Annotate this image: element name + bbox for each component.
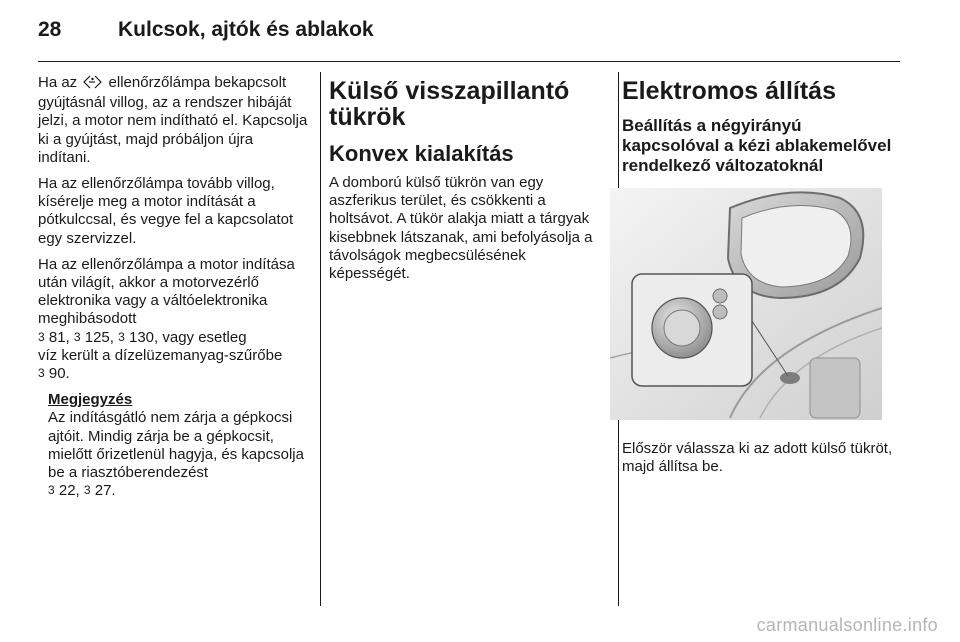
column-2: [329, 74, 594, 291]
text-tail: víz került a dízelüzemanyag-szűrőbe: [38, 346, 283, 364]
reference-arrow-icon: 3: [73, 329, 81, 344]
reference-link[interactable]: 125,: [84, 328, 114, 346]
paragraph-engine-electronics: [38, 256, 308, 383]
page-number: 28: [38, 18, 62, 41]
section-title-electric: Elektromos állítás: [622, 77, 836, 105]
reference-link[interactable]: 27.: [94, 482, 116, 500]
reference-link[interactable]: 22,: [58, 482, 80, 500]
column-1: [38, 74, 308, 500]
chapter-title: Kulcsok, ajtók és ablakok: [118, 18, 374, 41]
footer-watermark: carmanualsonline.info: [756, 615, 938, 635]
text-end: ellenőrzőlámpa bekapcsolt gyújtásnál villog, az a rendszer hibáját jelzi, a motor nem indítható el. Kapcsolja ki a gyújtást, majd próbáljon újra indítani.: [38, 74, 308, 166]
reference-link[interactable]: 130, vagy esetleg: [128, 328, 247, 346]
reference-arrow-icon: 3: [38, 366, 45, 381]
paragraph-spare-key: Ha az ellenőrzőlámpa tovább villog, kísérelje meg a motor indítását a pótkulccsal, és vegye fel a kapcsolatot egy szervizzel.: [38, 175, 294, 247]
mirror-switch-illustration: [610, 188, 882, 420]
subsection-title-convex: Konvex kialakítás: [329, 141, 514, 166]
header-rule: [38, 61, 900, 62]
reference-arrow-icon: 3: [118, 329, 125, 344]
column-divider-1: [320, 72, 321, 606]
note-box: [48, 391, 308, 500]
reference-arrow-icon: 3: [38, 329, 45, 344]
reference-arrow-icon: 3: [48, 483, 55, 498]
subsection-title-switch: Beállítás a négyirányú kapcsolóval a kézi ablakemelővel rendelkező változatoknál: [622, 116, 892, 175]
caption-mirror-adjust: Először válassza ki az adott külső tükröt, majd állítsa be.: [622, 440, 893, 476]
immobilizer-warning-icon: [83, 75, 102, 94]
reference-arrow-icon: 3: [83, 483, 91, 498]
column-3: [622, 74, 902, 484]
paragraph-convex-mirror: A domború külső tükrön van egy aszferikus terület, és csökkenti a holtsávot. A tükör alakja miatt a tárgyak kisebbnek látszanak, ami befolyásolja a távolságok megbecsülésének képességét.: [329, 174, 593, 283]
reference-link[interactable]: 81,: [48, 328, 70, 346]
note-title: Megjegyzés: [48, 391, 133, 409]
text-main: Ha az ellenőrzőlámpa a motor indítása után világít, akkor a motorvezérlő elektronika vagy a váltóelektronika meghibásodott: [38, 255, 295, 328]
text-start: Ha az: [38, 74, 78, 91]
section-title-mirrors: Külső visszapillantó tükrök: [329, 77, 570, 131]
reference-link[interactable]: 90.: [48, 365, 70, 383]
note-text: Az indításgátló nem zárja a gépkocsi ajtóit. Mindig zárja be a gépkocsit, mielőtt őrizetlenül hagyja, és kapcsolja be a riasztóberendezést: [48, 409, 304, 482]
paragraph-immobilizer-light: [38, 74, 308, 167]
